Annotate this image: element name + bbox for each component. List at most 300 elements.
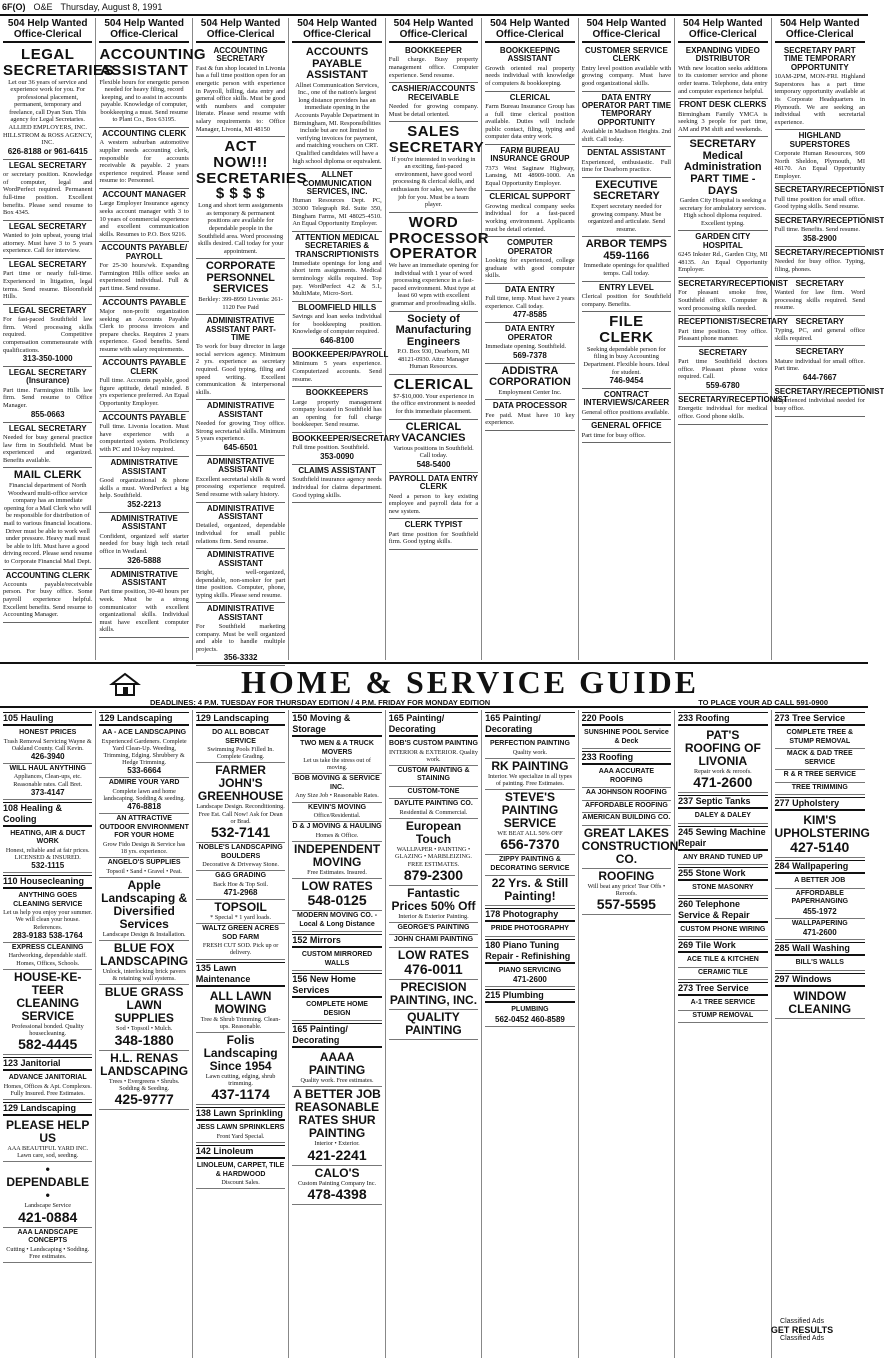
ad-phone: 477-8585: [513, 310, 547, 320]
classified-column: [0, 18, 115, 660]
classified-column: [482, 18, 578, 660]
service-ad-title: LINOLEUM, CARPET, TILE & HARDWOOD: [196, 1162, 285, 1178]
service-column: [96, 710, 192, 1358]
ad-title: SECRETARY: [795, 278, 844, 288]
service-ad-text: Trash Removal Servicing Wayne & Oakland County. Call Kevin.: [3, 737, 92, 752]
ad-title: CLERICAL: [393, 376, 474, 394]
service-ad-title: AN ATTRACTIVE OUTDOOR ENVIRONMENT FOR YOUR HOME: [99, 815, 189, 840]
service-ad-title: WALTZ GREEN ACRES SOD FARM: [202, 925, 279, 941]
ad-body: Needed for growing company. Must be detail oriented.: [388, 102, 479, 118]
classified-ad: [196, 503, 285, 550]
classified-ad: [389, 312, 478, 375]
service-ad-title: COMPLETE HOME DESIGN: [306, 1001, 368, 1017]
service-category-heading: 255 Stone Work: [678, 867, 767, 881]
classified-ad: [3, 367, 92, 423]
ad-body: For 25-30 hours/wk. Expanding Farmington Hills office seeks an experienced individual. Full & part time. Send resume.: [99, 262, 189, 292]
ad-title: SECRETARY Medical Administration PART TIME - DAYS: [684, 138, 762, 197]
classified-ad: [3, 160, 92, 221]
service-ad-title: Folis Landscaping Since 1954: [203, 1032, 278, 1073]
classified-ad: [389, 519, 478, 550]
service-column: [675, 710, 771, 1358]
service-ad: [582, 813, 671, 826]
ad-title: ACT NOW!!! SECRETARIES $ $ $ $: [195, 138, 307, 203]
ad-phone: 626-8188 or 961-6415: [7, 146, 88, 156]
ad-body: Berkley: 399-8950 Livonia: 261-1120 Fee Paid: [198, 295, 283, 311]
ad-body: Part time for busy office.: [581, 431, 646, 439]
service-ad-title: MODERN MOVING CO. - Local & Long Distance: [296, 912, 378, 928]
classified-column: [193, 18, 307, 663]
service-ad: [99, 985, 188, 1050]
service-ad-phone: 455-1972: [802, 906, 837, 916]
service-ad-text: Landscape Design. Reconditioning. Free Est. Call Now! Ask for Dean or Brad.: [196, 803, 285, 825]
classified-ad: [582, 420, 671, 443]
service-ad-text: Sod • Topsoil • Mulch.: [116, 1025, 173, 1033]
service-ad: [582, 801, 671, 814]
service-ad: [389, 819, 478, 886]
ad-body: Employment Center Inc.: [498, 388, 562, 396]
service-ad-text: Tree & Shrub Trimming. Clean-ups. Reasonable.: [200, 1015, 281, 1030]
ad-body: Full time. Benefits. Send resume.: [774, 226, 860, 234]
service-ad-title: TWO MEN & A TRUCK MOVERS: [300, 740, 374, 756]
classified-ad: [678, 278, 788, 316]
classified-ad: [196, 456, 285, 503]
service-ad: [389, 923, 478, 936]
paper-name: O&E: [33, 2, 53, 12]
service-ad-text: Will beat any price! Tear Offs • Reroofs.: [587, 882, 666, 897]
classified-ad: [292, 169, 381, 232]
service-column: [772, 710, 868, 1358]
service-ad: [99, 778, 188, 814]
service-category-heading: 180 Piano Tuning Repair - Refinishing: [485, 939, 574, 964]
ad-body: Experienced, enthusiastic. Full time for Dearborn practice.: [581, 158, 672, 174]
ad-body: Savings and loan seeks individual for bookkeeping position. Knowledge of computer required.: [292, 313, 382, 336]
ad-title: LEGAL SECRETARY (Insurance): [8, 368, 87, 386]
ad-title: CONTRACT INTERVIEWS/CAREER: [583, 390, 670, 408]
service-ad-title: JOHN CHAMI PAINTING: [393, 936, 474, 944]
service-ad: [775, 783, 865, 796]
classified-ad: [582, 237, 671, 281]
service-ad: [582, 728, 671, 749]
service-ad-title: ADVANCE JANITORIAL: [8, 1074, 87, 1082]
service-ad: [3, 764, 92, 800]
ad-body: Part time. Farmington Hills law firm. Send resume to Office Manager.: [3, 386, 93, 410]
ad-body: Immediate openings for long and short term assignments. Medical terminology skills required. Top pay. WordPerfect 4.2 & 5.1, MultiMate, Micro-Sort.: [292, 259, 382, 298]
classified-ad: [99, 128, 188, 189]
service-ad-title: TREE TRIMMING: [791, 783, 848, 791]
ad-title: GARDEN CITY HOSPITAL: [695, 232, 751, 250]
service-ad: [581, 825, 679, 869]
service-ad-phone: 471-2600: [802, 928, 837, 937]
service-ad: [292, 1050, 381, 1087]
service-ad: [678, 853, 767, 866]
classified-ad: [582, 389, 671, 420]
service-ad-title: • DEPENDABLE •: [6, 1162, 90, 1203]
classified-ad: [389, 375, 478, 420]
footer-line2: GET RESULTS: [770, 1325, 834, 1335]
column-heading: 504 Help Wanted Office-Clerical: [775, 18, 865, 43]
ad-body: Flexible hours for energetic person needed for heavy filing, record keeping, and to assist in accounts payable. Knowledge of computer, bookkeeping a must. Send resume to Plant Co., Box 63195.: [99, 78, 189, 124]
ad-title: DATA ENTRY: [505, 284, 555, 294]
service-ad-text: Interior & Exterior Painting.: [398, 912, 469, 920]
ad-body: Typing, PC, and general office skills required.: [774, 327, 865, 342]
service-ad: [678, 1011, 767, 1024]
ad-body: Expert secretary needed for growing company. Must be organized and articulate. Send resume.: [587, 202, 665, 233]
service-ad-text: Interior. We specialize in all types of painting. Free Estimates.: [487, 772, 572, 787]
ad-phone: 358-2900: [802, 234, 837, 244]
service-category-heading: 165 Painting/ Decorating: [485, 712, 574, 737]
ad-body: Large property management company located in Southfield has an opening for full charge bookkeeper. Send resume.: [292, 398, 382, 429]
ad-title: LEGAL SECRETARY: [8, 160, 87, 170]
service-ad: [3, 728, 92, 764]
service-ad: [485, 855, 574, 876]
service-ad-title: AA - ACE LANDSCAPING: [102, 729, 187, 736]
ad-title: Society of Manufacturing Engineers: [395, 312, 472, 348]
service-category-heading: 129 Landscaping: [3, 1102, 92, 1116]
service-ad-title: SUNSHINE POOL Service & Deck: [584, 729, 669, 745]
service-ad: [292, 879, 381, 911]
classified-ad: [485, 284, 574, 324]
classified-ad: [99, 45, 207, 128]
service-ad: [485, 790, 574, 855]
service-ad-title: JESS LAWN SPRINKLERS: [196, 1124, 285, 1132]
ad-body: or secretary position. Knowledge of computer, legal and WordPerfect required. Permanent full-time position. Excellent benefits. Please send resume to Box 4345.: [3, 171, 93, 217]
ad-body: Need a person to key existing employee and payroll data for a new system.: [388, 492, 479, 515]
classified-ad: [678, 45, 767, 99]
classified-ad: [389, 420, 478, 473]
service-ad-title: ALL LAWN MOWING: [209, 988, 272, 1016]
ad-body: Confident, organized self starter needed for busy high tech retail office in Westland.: [99, 532, 189, 555]
ad-body: Part time position. Troy office. Pleasant phone manner.: [678, 327, 768, 343]
ad-body: 6245 Inkster Rd., Garden City, MI 48135. An Equal Opportunity Employer.: [678, 251, 768, 274]
ad-body: For Southfield marketing company. Must be well organized and able to handle multiple projects.: [195, 623, 286, 653]
ad-body: Fast & fun shop located in Livonia has a full time position open for an energetic person with experience in Payroll, billing, data entry and general office skills. Must be good with numbers and computer literate. Please send resume with salary requirements to: Office Manager, Livonia, MI 48150: [195, 64, 286, 133]
classified-ad: [292, 232, 381, 302]
ad-body: Full time. Livonia location. Must have experience with a computerized system. Proficiency with PC and 10-key required.: [99, 423, 189, 453]
ad-body: Part time Southfield doctors office. Pleasant phone voice required. Call.: [678, 358, 768, 381]
service-ad-title: STONE MASONRY: [692, 884, 754, 892]
service-category-heading: 277 Upholstery: [775, 797, 865, 811]
ad-title: HIGHLAND SUPERSTORES: [789, 131, 850, 149]
service-ad: [3, 1162, 92, 1227]
service-ad-text: Let us help you enjoy your summer. We will clean your house. References.: [3, 909, 93, 931]
ad-body: Garden City Hospital is seeking a secretary for ambulatory services. High school diploma required. Excellent typing.: [679, 197, 767, 227]
ad-body: Needed for busy general practice law firm in Southfield. Must be experienced and organized. Benefits available.: [3, 434, 93, 464]
ad-title: SECRETARY PART TIME TEMPORARY OPPORTUNITY: [783, 46, 856, 72]
service-ad: [485, 876, 574, 906]
service-ad-text: Quality work.: [512, 748, 548, 756]
classified-ad: [678, 394, 788, 425]
service-ad-text: Quality work. Free estimates.: [300, 1077, 374, 1085]
ad-body: We have an immediate opening for individual with 1 year of word processing experience in a fast-paced environment. Must type at least 60 wpm with excellent grammar and proofreading skills.: [388, 262, 479, 308]
footer-line3: Classified Ads: [780, 1335, 824, 1342]
service-ad: [196, 924, 285, 959]
service-category-heading: 135 Lawn Maintenance: [196, 962, 285, 987]
ad-title: ACCOUNTS PAYABLE ASSISTANT: [305, 46, 369, 82]
classified-ad: [774, 215, 884, 247]
ad-body: A western suburban automotive supplier needs accounting clerk, responsible for accounts receivable & payable. 2 years experience required. Please send resume to: Personnel.: [99, 139, 189, 185]
service-ad-title: KEVIN'S MOVING: [308, 803, 367, 811]
service-category-heading: 152 Mirrors: [292, 934, 381, 948]
classified-column: [579, 18, 675, 660]
service-ad: [292, 950, 381, 971]
ad-title: CORPORATE PERSONNEL SERVICES: [205, 260, 276, 296]
service-ad: [196, 843, 285, 871]
service-ad-title: D & J MOVING & HAULING: [292, 823, 382, 831]
column-heading: 504 Help Wanted Office-Clerical: [196, 18, 285, 43]
column-heading: 504 Help Wanted Office-Clerical: [99, 18, 188, 43]
ad-title: ADMINISTRATIVE ASSISTANT PART-TIME: [205, 316, 276, 342]
service-category-heading: 215 Plumbing: [485, 989, 574, 1003]
classified-ad: [292, 302, 381, 349]
service-ad-text: Office/Residential.: [313, 812, 361, 820]
service-ad: [292, 822, 381, 842]
home-service-banner: [0, 662, 868, 708]
ad-body: To work for busy director in large social services agency. Minimum 2 yrs. experience as secretary required. Good typing, filing and speed writing. Excellent communication & interpersonal skills.: [195, 343, 286, 396]
classified-ad: [3, 423, 92, 469]
ad-body: Various positions in Southfield. Call today.: [393, 444, 474, 460]
service-ad-text: Homes & Office.: [315, 831, 359, 839]
service-ad-title: INDEPENDENT MOVING: [294, 842, 381, 870]
ad-title: CLERICAL: [509, 92, 551, 102]
service-ad-title: ANGELO'S SUPPLIES: [107, 859, 181, 867]
classified-ad: [292, 433, 400, 465]
ad-body: 7373 West Saginaw Highway, Lansing, MI 48909-1000. An Equal Opportunity Employer.: [485, 164, 575, 187]
service-ad: [775, 958, 865, 971]
service-column: [289, 710, 385, 1358]
ad-title: SECRETARY/RECEPTIONIST: [678, 394, 788, 404]
service-ad: [485, 924, 574, 937]
ad-title: WORD PROCESSOR OPERATOR: [388, 213, 490, 263]
ad-title: BLOOMFIELD HILLS: [297, 302, 377, 312]
ad-body: Part time or nearly full-time. Experienced in litigation, legal terms. Send resume. Bloomfield Hills.: [3, 270, 93, 301]
classified-ad: [485, 45, 574, 92]
classified-ad: [678, 347, 767, 394]
service-ad: [775, 876, 865, 889]
service-ad-title: AMERICAN BUILDING CO.: [582, 814, 671, 821]
service-ad-title: PAT'S ROOFING OF LIVONIA: [684, 728, 761, 768]
service-ad: [292, 774, 381, 802]
service-ad: [292, 1166, 381, 1205]
classified-ad: [582, 312, 671, 389]
ad-title: SECRETARY/RECEPTIONIST: [774, 185, 884, 195]
service-ad-title: RK PAINTING: [491, 758, 569, 773]
service-ad: [99, 941, 188, 985]
classified-ad: [389, 473, 478, 520]
service-category-heading: 150 Moving & Storage: [292, 712, 381, 737]
issue-date: Thursday, August 8, 1991: [60, 2, 163, 12]
service-ad-title: PLUMBING: [511, 1006, 549, 1014]
service-ad-title: A-1 TREE SERVICE: [690, 999, 756, 1007]
ad-body: Growth oriented real property needs individual with knowledge of computers & bookkeeping.: [485, 64, 575, 87]
classified-ad: [3, 221, 92, 259]
service-category-heading: 285 Wall Washing: [775, 942, 865, 956]
classified-ad: [485, 364, 574, 401]
service-ad-title: AAA LANDSCAPE CONCEPTS: [17, 1228, 78, 1245]
service-ad: [678, 811, 767, 824]
ad-title: SECRETARY: [698, 347, 748, 357]
ad-body: Wanted to join upbeat, young trial attorney. Must have 3 to 5 years experience. Call for interview.: [3, 232, 93, 255]
service-ad-text: WE BEAT ALL 50% OFF: [497, 830, 563, 838]
service-ad: [3, 943, 92, 970]
service-ad-text: Decorative & Driveway Stone.: [202, 861, 279, 869]
ad-body: Fee paid. Must have 10 key experience.: [485, 411, 575, 427]
ad-body: Full time position. Southfield.: [292, 444, 370, 452]
ad-phone: 548-5400: [416, 459, 451, 469]
service-category-heading: 260 Telephone Service & Repair: [678, 898, 767, 923]
service-ad-title: QUALITY PAINTING: [405, 1009, 462, 1037]
service-ad-title: ZIPPY PAINTING & DECORATING SERVICE: [490, 856, 570, 872]
ad-phone: 326-5888: [127, 555, 162, 565]
ad-phone: 645-6501: [223, 443, 258, 452]
service-ad-title: PIANO SERVICING: [498, 966, 562, 974]
ad-body: Experienced individual needed for busy office.: [774, 397, 865, 412]
service-ad-title: CUSTOM-TONE: [407, 787, 460, 795]
service-ad-title: LOW RATES: [397, 947, 470, 962]
service-ad: [292, 1087, 381, 1165]
service-ad-title: ANY BRAND TUNED UP: [683, 853, 763, 861]
service-ad-title: European Touch: [405, 819, 462, 847]
service-ad-title: BLUE GRASS LAWN SUPPLIES: [104, 985, 184, 1026]
ad-title: FRONT DESK CLERKS: [679, 100, 767, 110]
ad-title: ADMINISTRATIVE ASSISTANT: [206, 401, 275, 419]
service-ad: [389, 799, 478, 819]
service-ad-title: CERAMIC TILE: [697, 968, 748, 976]
service-category-heading: 129 Landscaping: [196, 712, 285, 726]
service-ad-phone: 283-9183 538-1764: [12, 930, 83, 940]
service-ad-text: Front Yard Special.: [216, 1132, 265, 1140]
ad-body: Immediate opening. Southfield.: [485, 343, 567, 351]
service-category-heading: 138 Lawn Sprinkling: [196, 1107, 285, 1121]
service-ad-title: DALEY & DALEY: [694, 812, 751, 820]
classified-ad: [582, 178, 671, 237]
service-ad: [774, 813, 870, 858]
service-ad-phone: 582-4445: [18, 1036, 78, 1053]
ad-title: ACCOUNTING CLERK: [102, 129, 187, 139]
service-ad-text: Hardworking, dependable staff. Homes, Offices, Schools.: [8, 952, 87, 967]
service-ad: [678, 955, 767, 968]
service-category-heading: 108 Healing & Cooling: [3, 802, 92, 827]
service-category-heading: 284 Wallpapering: [775, 860, 865, 874]
service-ad: [292, 911, 381, 932]
service-ad: [99, 1051, 188, 1110]
ad-body: Human Resources Dept. PC, 30300 Telegraph Rd. Suite 350, Bingham Farms, MI 48025-4510. An Equal Opportunity Employer.: [292, 197, 382, 228]
classified-ad: [292, 465, 381, 503]
service-ad: [389, 886, 478, 923]
ad-body: Excellent secretarial skills & word processing experience required. Send resume with salary history.: [195, 475, 286, 498]
service-category-heading: 178 Photography: [485, 908, 574, 922]
ad-title: COMPUTER OPERATOR: [507, 238, 553, 256]
ad-title: ACCOUNTING CLERK: [5, 570, 90, 580]
ad-title: SECRETARY: [795, 316, 844, 326]
ad-body: With new location seeks additions to its customer service and phone order teams. Telephone, data entry and computer experience helpful.: [678, 64, 768, 95]
ad-body: Farm Bureau Insurance Group has a full time clerical position available. Duties will include public contact, filing, typing and computer data entry work.: [485, 102, 575, 141]
service-ad-phone: 879-2300: [403, 866, 464, 883]
service-ad: [678, 998, 767, 1011]
service-ad-phone: 656-7370: [500, 836, 560, 853]
classified-ad: [485, 323, 574, 363]
ad-title: ACCOUNTING SECRETARY: [213, 46, 268, 64]
ad-body: Energetic individual for medical office. Good phone skills.: [678, 405, 768, 420]
classified-ad: [99, 189, 188, 242]
column-heading: 504 Help Wanted Office-Clerical: [292, 18, 381, 43]
ad-body: Entry level position available with growing company. Must have good organizational skills.: [581, 64, 672, 87]
classified-ad: [99, 412, 188, 458]
service-ad: [292, 803, 381, 823]
service-ad: [678, 968, 767, 981]
service-category-heading: 129 Landscaping: [99, 712, 188, 726]
service-category-heading: 165 Painting/ Decorating: [292, 1023, 381, 1048]
service-ad-text: Homes, Offices & Apt. Complexes. Fully Insured. Free Estimates.: [3, 1082, 92, 1097]
service-ad: [389, 739, 478, 766]
service-ad-title: BILL'S WALLS: [795, 959, 844, 966]
service-ad: [775, 919, 865, 941]
service-ad-text: Landscape Design & Installation.: [102, 930, 186, 938]
ad-title: BOOKKEEPERS: [305, 388, 369, 398]
classified-ad: [99, 569, 188, 638]
service-ad: [3, 1073, 92, 1100]
classified-ad: [292, 349, 389, 387]
classified-ad: [485, 92, 574, 145]
ad-title: ADMINISTRATIVE ASSISTANT: [206, 503, 275, 521]
service-ad-title: G&G GRADING: [215, 872, 267, 880]
service-ad-text: INTERIOR & EXTERIOR. Quality work.: [388, 748, 478, 763]
ad-body: Immediate openings for qualified temps. Call today.: [583, 262, 670, 278]
service-category-heading: 273 Tree Service: [775, 712, 865, 726]
service-ad-title: BOB MOVING & SERVICE INC.: [294, 775, 380, 791]
page-number: 6F(O): [2, 2, 26, 12]
ad-body: For pleasant smoke free, Southfield office. Computer & word processing skills needed.: [678, 289, 768, 312]
service-ad-text: WALLPAPER • PAINTING • GLAZING • MARBLEIZING. FREE ESTIMATES.: [395, 846, 472, 868]
service-ad-phone: 437-1174: [211, 1086, 270, 1103]
ad-title: PAYROLL DATA ENTRY CLERK: [389, 473, 478, 492]
ad-body: Part time position for Southfield firm. Good typing skills.: [388, 530, 479, 546]
ad-body: Mature individual for small office. Part time.: [774, 357, 865, 373]
service-category-heading: 165 Painting/ Decorating: [389, 712, 478, 737]
classified-ad: [3, 570, 92, 623]
service-ad-text: Trees • Evergreens • Shrubs. Sodding & Seeding.: [108, 1077, 180, 1092]
column-heading: 504 Help Wanted Office-Clerical: [3, 18, 92, 43]
classified-ad: [774, 247, 884, 278]
classified-ad: [195, 137, 307, 259]
ad-body: Growing medical company seeks individual for a fast-paced working environment. Applicants must be detail oriented.: [485, 202, 575, 233]
service-ad-text: Any Size Job • Reasonable Rates.: [295, 792, 379, 800]
service-ad-text: Experienced Gardeners. Complete Yard Clean-Up. Weeding, Trimming, Edging. Shrubbery & Hedge Trimming.: [101, 737, 187, 767]
service-category-heading: 297 Windows: [775, 973, 865, 987]
ad-title: ACCOUNTS PAYABLE: [102, 412, 187, 422]
ad-body: Detailed, organized, dependable individual for small public relations firm. Send resume.: [195, 522, 286, 545]
service-ad: [389, 935, 478, 948]
ad-title: DATA ENTRY OPERATOR PART TIME TEMPORARY OPPORTUNITY: [581, 92, 672, 127]
home-service-section: [0, 710, 868, 1358]
ad-body: Looking for experienced, college graduate with good computer skills.: [485, 257, 575, 280]
service-ad-title: COMPLETE TREE & STUMP REMOVAL: [786, 729, 854, 745]
ad-title: RECEPTIONIST/SECRETARY: [678, 317, 788, 327]
service-ad-title: PRIDE PHOTOGRAPHY: [490, 925, 569, 933]
service-column: [482, 710, 578, 1358]
column-heading: 504 Help Wanted Office-Clerical: [678, 18, 767, 43]
footer-line1: Classified Ads: [780, 1318, 824, 1325]
classified-column: [289, 18, 400, 660]
ad-phone: 746-9454: [609, 376, 644, 386]
service-ad: [99, 814, 188, 858]
service-ad: [678, 925, 767, 938]
service-ad-title: FARMER JOHN'S GREENHOUSE: [197, 763, 284, 804]
service-ad: [389, 1010, 478, 1040]
service-category-heading: 273 Tree Service: [678, 982, 767, 996]
ad-title: EXECUTIVE SECRETARY: [593, 178, 660, 203]
service-ad-text: Complete lawn and home landscaping. Sodding & seeding.: [103, 787, 185, 803]
ad-body: Large Employer Insurance agency seeks account manager with 3 to 10 years of commercial experience and excellent communication skills. Resumes to P.O. Box 9216.: [99, 200, 189, 238]
